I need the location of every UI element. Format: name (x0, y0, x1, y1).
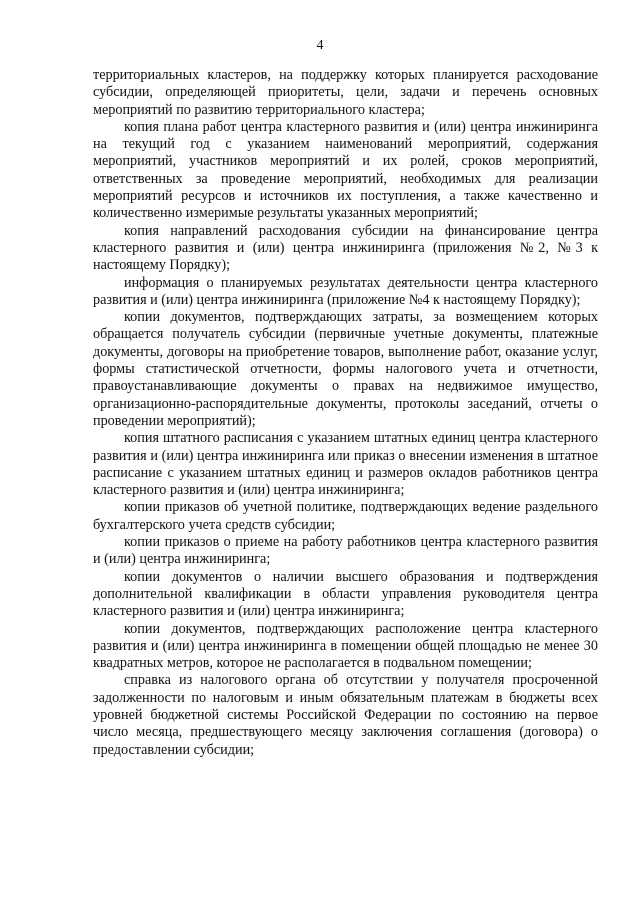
paragraph-staff-schedule: копия штатного расписания с указанием штатных единиц центра кластерного развития и (или) центра инжиниринга или приказ о внесении изменения в штатное расписание с указанием штатных единиц и размеров окладов работников центра кластерного развития и (или) центра инжиниринга; (93, 430, 598, 499)
paragraph-planned-results: информация о планируемых результатах деятельности центра кластерного развития и (или) центра инжиниринга (приложение №4 к настоящему Порядку); (93, 274, 598, 308)
paragraph-accounting-policy: копии приказов об учетной политике, подтверждающих ведение раздельного бухгалтерского учета средств субсидии; (93, 499, 598, 533)
paragraph-premises-documents: копии документов, подтверждающих расположение центра кластерного развития и (или) центра инжиниринга в помещении общей площадью не менее 30 квадратных метров, которое не располагается в подвальном помещении; (93, 620, 598, 672)
paragraph-work-plan: копия плана работ центра кластерного развития и (или) центра инжиниринга на текущий год с указанием наименований мероприятий, содержания мероприятий, участников мероприятий и их ролей, сроков мероприятий, ответственных за проведение мероприятий, необходимых для реализации мероприятий ресурсов и источников их поступления, а также качественно и количественно измеримые результаты указанных мероприятий; (93, 118, 598, 222)
paragraph-education-documents: копии документов о наличии высшего образования и подтверждения дополнительной квалификации в области управления руководителя центра кластерного развития и (или) центра инжиниринга; (93, 568, 598, 620)
paragraph-continued: территориальных кластеров, на поддержку которых планируется расходование субсидии, определяющей приоритеты, цели, задачи и перечень основных мероприятий по развитию территориального кластера; (93, 67, 598, 118)
paragraph-cost-documents: копии документов, подтверждающих затраты, за возмещением которых обращается получатель субсидии (первичные учетные документы, платежные документы, договоры на приобретение товаров, выполнение работ, оказание услуг, формы статистической отчетности, формы налогового учета и отчетности, правоустанавливающие документы о правах на недвижимое имущество, организационно-распорядительные документы, протоколы заседаний, отчеты о проведении мероприятий); (93, 309, 598, 429)
document-body (93, 67, 598, 759)
paragraph-expense-directions: копия направлений расходования субсидии на финансирование центра кластерного развития и (или) центра инжиниринга (приложения №2, №3 к настоящему Порядку); (93, 222, 598, 274)
page-number: 4 (316, 38, 324, 53)
paragraph-hiring-orders: копии приказов о приеме на работу работников центра кластерного развития и (или) центра инжиниринга; (93, 534, 598, 568)
paragraph-tax-certificate: справка из налогового органа об отсутствии у получателя просроченной задолженности по налоговым и иным обязательным платежам в бюджеты всех уровней бюджетной системы Российской Федерации по состоянию на первое число месяца, предшествующего месяцу заключения соглашения (договора) о предоставлении субсидии; (93, 672, 598, 758)
